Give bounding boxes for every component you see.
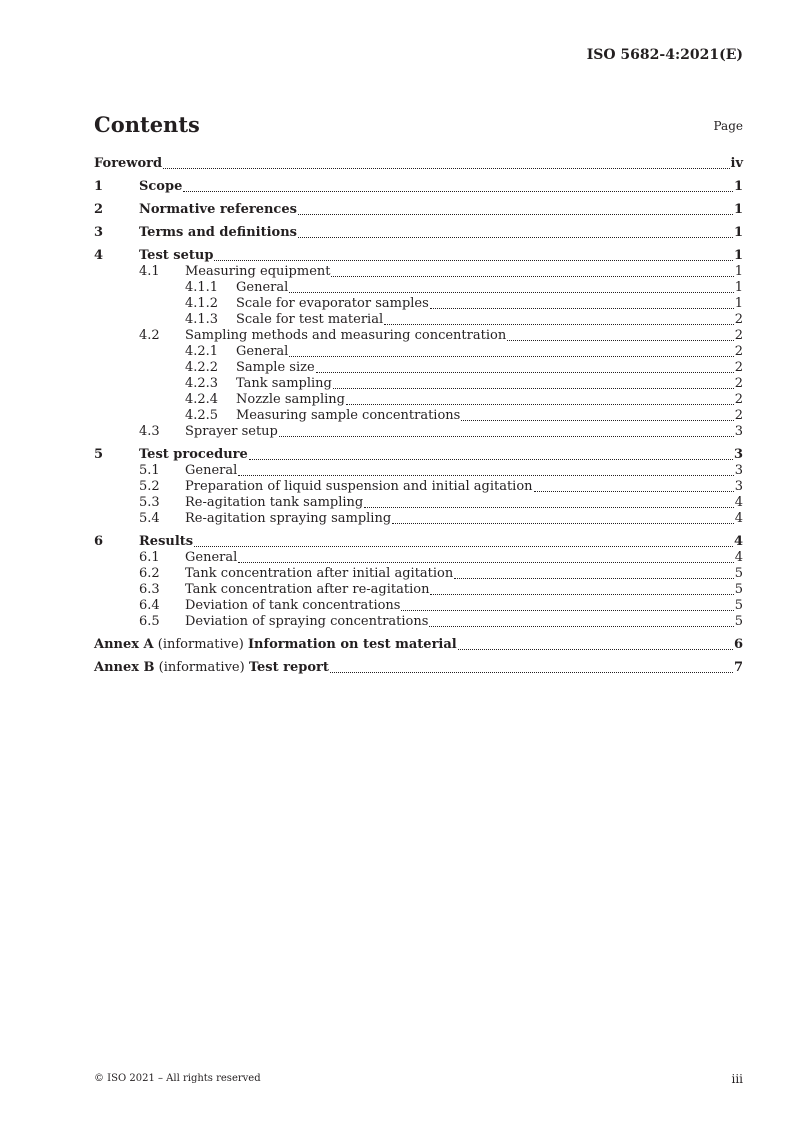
toc-dot-leader	[392, 520, 734, 524]
toc-entry[interactable]	[94, 264, 743, 280]
toc-dot-leader	[346, 401, 734, 405]
toc-entry-title: Deviation of spraying concentrations	[185, 614, 429, 629]
toc-entry-page: 2	[734, 408, 743, 423]
toc-dot-leader	[163, 165, 729, 169]
toc-entry-page: 4	[734, 511, 743, 526]
toc-entry-number: 1	[94, 179, 104, 194]
toc-entry-number: 6.3	[139, 582, 160, 597]
toc-entry-number: 4.2.4	[185, 392, 219, 407]
toc-entry-title: General	[185, 550, 238, 565]
toc-entry-title: Nozzle sampling	[236, 392, 345, 407]
toc-entry-title: General	[185, 463, 238, 478]
toc-entry-title: Tank concentration after re-agitation	[185, 582, 430, 597]
toc-entry-title: Tank sampling	[236, 376, 332, 391]
toc-entry-number: 6.1	[139, 550, 160, 565]
toc-entry[interactable]	[94, 614, 743, 630]
toc-entry[interactable]	[94, 156, 743, 172]
toc-dot-leader	[331, 273, 733, 277]
toc-entry[interactable]	[94, 360, 743, 376]
toc-entry-page: iv	[730, 156, 743, 171]
toc-entry-page: 1	[733, 202, 743, 217]
toc-dot-leader	[429, 623, 733, 627]
toc-entry-page: 3	[734, 463, 743, 478]
toc-dot-leader	[249, 456, 733, 460]
toc-entry-number: 5.1	[139, 463, 160, 478]
toc-entry-number: 4.2.2	[185, 360, 219, 375]
toc-entry-page: 6	[733, 637, 743, 652]
toc-entry-title: Normative references	[139, 202, 297, 217]
toc-dot-leader	[279, 433, 734, 437]
toc-entry-title: Deviation of tank concentrations	[185, 598, 401, 613]
annex-title: Test report	[248, 660, 329, 675]
toc-entry[interactable]	[94, 447, 743, 463]
toc-entry-number: 4.2.5	[185, 408, 219, 423]
toc-dot-leader	[194, 543, 733, 547]
toc-entry-title: Foreword	[94, 156, 163, 171]
toc-entry[interactable]	[94, 296, 743, 312]
toc-entry[interactable]	[94, 479, 743, 495]
toc-entry-title: Re-agitation spraying sampling	[185, 511, 392, 526]
toc-entry-title: General	[236, 344, 289, 359]
toc-entry-title: Scope	[139, 179, 183, 194]
annex-label: Annex A	[94, 637, 154, 652]
toc-entry-title: Sprayer setup	[185, 424, 278, 439]
toc-entry-number: 4.1	[139, 264, 160, 279]
toc-dot-leader	[298, 234, 733, 238]
toc-entry-number: 4	[94, 248, 104, 263]
toc-dot-leader	[330, 669, 733, 673]
toc-entry-page: 4	[734, 550, 743, 565]
toc-entry-page: 2	[734, 312, 743, 327]
toc-annex-entry[interactable]	[94, 660, 743, 676]
toc-entry-title: Terms and definitions	[139, 225, 297, 240]
toc-entry-page: 3	[734, 424, 743, 439]
toc-entry-number: 4.3	[139, 424, 160, 439]
toc-entry[interactable]	[94, 376, 743, 392]
toc-entry-page: 2	[734, 360, 743, 375]
toc-entry[interactable]	[94, 582, 743, 598]
toc-dot-leader	[238, 472, 733, 476]
toc-entry-title: Test procedure	[139, 447, 248, 462]
toc-entry-number: 6.2	[139, 566, 160, 581]
annex-title: Information on test material	[247, 637, 457, 652]
toc-entry[interactable]	[94, 280, 743, 296]
toc-entry-title: Results	[139, 534, 194, 549]
toc-entry[interactable]	[94, 463, 743, 479]
toc-entry[interactable]	[94, 202, 743, 218]
footer-copyright: © ISO 2021 – All rights reserved	[94, 1073, 261, 1084]
toc-dot-leader	[183, 188, 733, 192]
toc-entry-page: 1	[734, 296, 743, 311]
toc-entry[interactable]	[94, 550, 743, 566]
toc-entry[interactable]	[94, 328, 743, 344]
toc-entry-page: 1	[734, 264, 743, 279]
toc-entry-title: Measuring sample concentrations	[236, 408, 461, 423]
toc-dot-leader	[316, 369, 734, 373]
toc-entry[interactable]	[94, 511, 743, 527]
toc-entry-page: 4	[734, 495, 743, 510]
toc-dot-leader	[454, 575, 733, 579]
toc-entry-page: 5	[734, 598, 743, 613]
toc-dot-leader	[333, 385, 734, 389]
toc-entry-number: 4.1.3	[185, 312, 219, 327]
page-column-label: Page	[713, 119, 743, 133]
toc-entry[interactable]	[94, 408, 743, 424]
toc-dot-leader	[289, 289, 733, 293]
annex-type: (informative)	[157, 637, 244, 652]
footer-page-number: iii	[731, 1072, 743, 1086]
toc-entry-number: 4.1.1	[185, 280, 219, 295]
toc-entry-title: Preparation of liquid suspension and initial agitation	[185, 479, 533, 494]
toc-entry[interactable]	[94, 179, 743, 195]
toc-entry[interactable]	[94, 566, 743, 582]
toc-entry-number: 3	[94, 225, 104, 240]
toc-entry[interactable]	[94, 225, 743, 241]
toc-entry-title: General	[236, 280, 289, 295]
toc-dot-leader	[298, 211, 733, 215]
toc-entry-page: 3	[734, 479, 743, 494]
toc-dot-leader	[534, 488, 734, 492]
toc-entry-number: 4.2.1	[185, 344, 219, 359]
toc-entry-page: 5	[734, 614, 743, 629]
toc-dot-leader	[430, 591, 733, 595]
toc-entry-page: 2	[734, 392, 743, 407]
toc-dot-leader	[214, 257, 733, 261]
toc-dot-leader	[401, 607, 733, 611]
toc-entry[interactable]	[94, 424, 743, 440]
toc-entry[interactable]	[94, 392, 743, 408]
toc-annex-entry[interactable]	[94, 637, 743, 653]
toc-dot-leader	[430, 305, 734, 309]
contents-title: Contents	[94, 112, 200, 137]
toc-entry-title: Scale for test material	[236, 312, 384, 327]
toc-dot-leader	[458, 646, 733, 650]
toc-entry-number: 6.4	[139, 598, 160, 613]
toc-entry-title: Re-agitation tank sampling	[185, 495, 364, 510]
toc-entry-page: 1	[733, 248, 743, 263]
toc-entry-number: 5.2	[139, 479, 160, 494]
toc-entry-page: 1	[733, 225, 743, 240]
toc-entry-page: 2	[734, 344, 743, 359]
toc-dot-leader	[238, 559, 733, 563]
toc-entry-page: 5	[734, 582, 743, 597]
toc-entry-number: 6.5	[139, 614, 160, 629]
toc-entry[interactable]	[94, 495, 743, 511]
toc-entry-title: Test setup	[139, 248, 214, 263]
toc-entry-title: Tank concentration after initial agitation	[185, 566, 454, 581]
toc-entry-title: Measuring equipment	[185, 264, 331, 279]
toc-dot-leader	[364, 504, 733, 508]
toc-entry-number: 5.3	[139, 495, 160, 510]
toc-entry[interactable]	[94, 344, 743, 360]
toc-entry-page: 5	[734, 566, 743, 581]
annex-type: (informative)	[158, 660, 245, 675]
toc-entry-number: 6	[94, 534, 104, 549]
annex-label: Annex B	[94, 660, 155, 675]
toc-entry-title: Sampling methods and measuring concentration	[185, 328, 507, 343]
toc-entry[interactable]	[94, 312, 743, 328]
toc-entry-title: Scale for evaporator samples	[236, 296, 429, 311]
toc-entry-number: 4.2.3	[185, 376, 219, 391]
toc-entry-page: 2	[734, 328, 743, 343]
table-of-contents	[94, 156, 743, 676]
toc-entry-number: 2	[94, 202, 104, 217]
toc-entry[interactable]	[94, 534, 743, 550]
toc-entry-title: Sample size	[236, 360, 315, 375]
toc-entry[interactable]	[94, 248, 743, 264]
toc-dot-leader	[461, 417, 733, 421]
toc-entry-page: 7	[733, 660, 743, 675]
document-id: ISO 5682-4:2021(E)	[586, 47, 743, 63]
toc-dot-leader	[289, 353, 733, 357]
toc-entry-page: 2	[734, 376, 743, 391]
toc-dot-leader	[384, 321, 734, 325]
toc-entry-number: 4.2	[139, 328, 160, 343]
toc-entry[interactable]	[94, 598, 743, 614]
toc-entry-number: 4.1.2	[185, 296, 219, 311]
toc-entry-number: 5.4	[139, 511, 160, 526]
toc-entry-page: 1	[733, 179, 743, 194]
toc-entry-page: 3	[733, 447, 743, 462]
toc-entry-page: 1	[734, 280, 743, 295]
toc-entry-page: 4	[733, 534, 743, 549]
toc-dot-leader	[507, 337, 734, 341]
toc-entry-number: 5	[94, 447, 104, 462]
